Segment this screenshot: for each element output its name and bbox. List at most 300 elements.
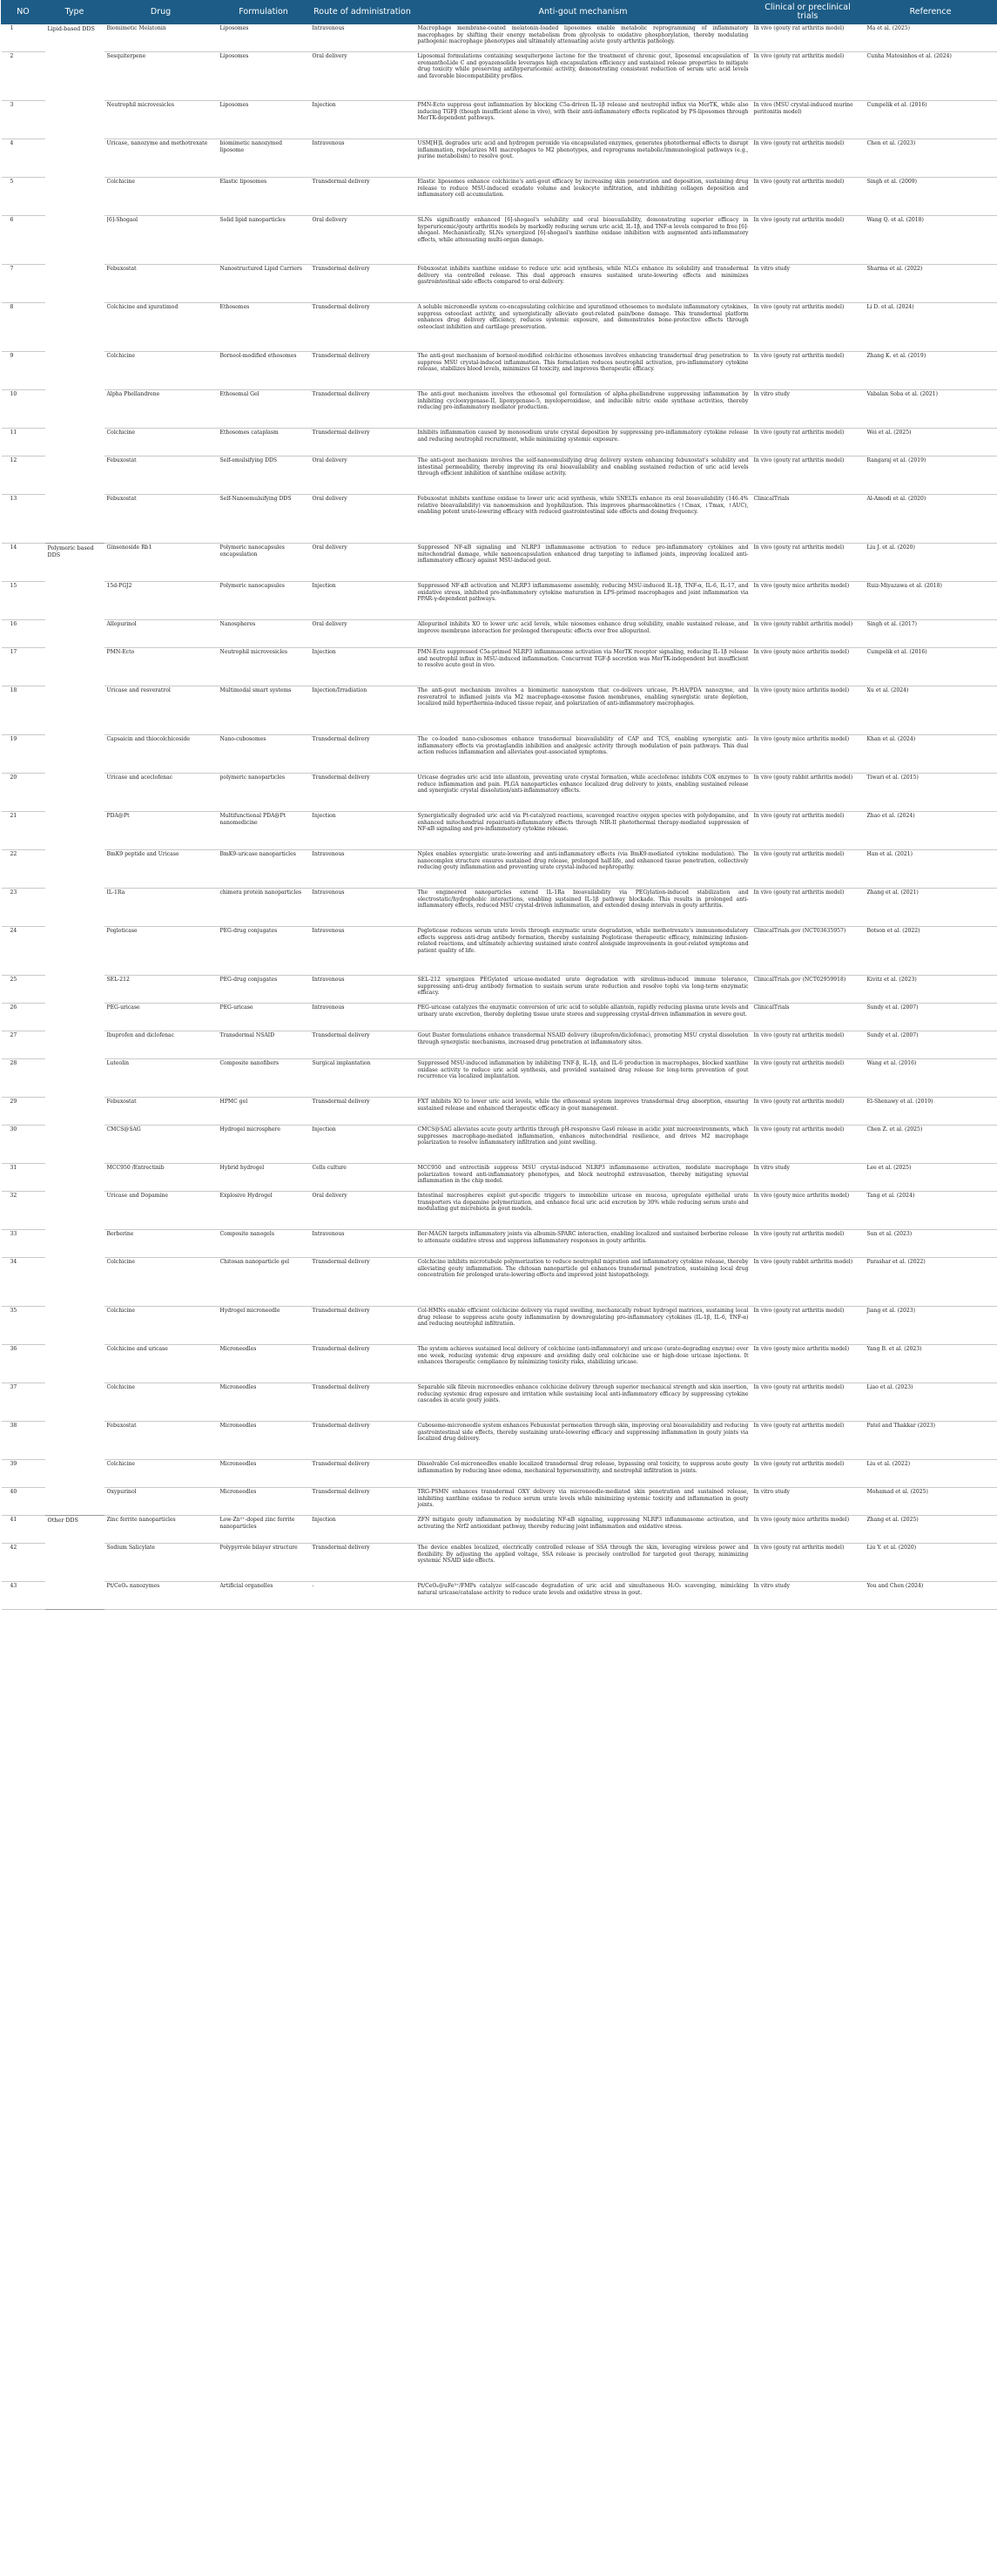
cell-trial: In vitro study (751, 1164, 865, 1192)
cell-trial: ClinicalTrials.gov (NCT03635957) (751, 927, 865, 976)
cell-trial: In vivo (gouty rat arthritis model) (751, 1059, 865, 1098)
cell-route: Transdermal delivery (310, 265, 415, 303)
table-row (2, 1004, 997, 1031)
table-row (2, 495, 997, 544)
cell-drug: Febuxostat (104, 1098, 218, 1126)
cell-mechanism: Febuxostat inhibits xanthine oxidase to reduce uric acid synthesis, while NLCs enhance its solubility and transdermal delivery via controlled release. This dual approach ensures sustained urate-lowering effects and minimizes gastrointestinal side effects compared to oral delivery. (415, 265, 751, 303)
cell-formulation: Transdermal NSAID (218, 1031, 310, 1059)
table-row (2, 927, 997, 976)
cell-no: 39 (2, 1460, 45, 1488)
cell-mechanism: The anti-gout mechanism involves the self-nanoemulsifying drug delivery system enhancing febuxostat's solubility and intestinal permeability, thereby improving its oral bioavailability and enabling sustained reduction of uric acid levels through efficient inhibition of xanthine oxidase activity. (415, 456, 751, 495)
cell-trial: In vivo (gouty rabbit arthritis model) (751, 774, 865, 812)
cell-mechanism: Separable silk fibroin microneedles enhance colchicine delivery through superior mechanical strength and skin insertion, reducing systemic drug exposure and irritation while sustaining local anti-inflammatory efficacy by suppressing cytokine cascades in acute gouty joints. (415, 1383, 751, 1422)
cell-ref: Singh et al. (2009) (865, 178, 997, 216)
cell-route: Transdermal delivery (310, 735, 415, 774)
cell-route: Transdermal delivery (310, 1031, 415, 1059)
cell-mechanism: Elastic liposomes enhance colchicine's anti-gout efficacy by increasing skin penetration and deposition, sustaining drug release to reduce MSU-induced exudate volume and leukocyte infiltration, and inhibiting collagen deposition and inflammatory cell accumulation. (415, 178, 751, 216)
cell-trial: In vivo (gouty rat arthritis model) (751, 1383, 865, 1422)
cell-ref: Patel and Thakkar (2023) (865, 1422, 997, 1460)
cell-ref: Zhang K. et al. (2019) (865, 352, 997, 390)
cell-drug: Uricase and Dopamine (104, 1192, 218, 1230)
cell-formulation: polymeric nanoparticles (218, 774, 310, 812)
cell-route: Transdermal delivery (310, 1544, 415, 1582)
table-row (2, 1230, 997, 1258)
table-row (2, 456, 997, 495)
cell-mechanism: The engineered nanoparticles extend IL-1Ra bioavailability via PEGylation-induced stabilization and electrostatic/hydrophobic interactions, enabling sustained IL-1β pathway blockade. This results in prolonged anti-inflammatory effects, reduced MSU crystal-driven inflammation, and extended dosing intervals in gouty arthritis. (415, 889, 751, 927)
cell-formulation: Self-Nanoemulsifying DDS (218, 495, 310, 544)
table-row (2, 1126, 997, 1164)
cell-route: Transdermal delivery (310, 178, 415, 216)
table-row (2, 352, 997, 390)
cell-mechanism: Ber-MAGN targets inflammatory joints via albumin-SPARC interaction, enabling localized and sustained berberine release to attenuate oxidative stress and suppress inflammatory responses in gouty arthritis. (415, 1230, 751, 1258)
cell-trial: In vivo (gouty rat arthritis model) (751, 216, 865, 265)
cell-mechanism: Uricase degrades uric acid into allantoin, preventing urate crystal formation, while aceclofenac inhibits COX enzymes to reduce inflammation and pain. PLGA nanoparticles enhance localized drug delivery to joints, enabling sustained release and synergistic crystal dissolution/anti-inflammatory effects. (415, 774, 751, 812)
cell-type-group: Other DDS (45, 1516, 104, 1610)
cell-route: Injection (310, 648, 415, 686)
cell-drug: SEL-212 (104, 976, 218, 1004)
cell-drug: Luteolin (104, 1059, 218, 1098)
cell-ref: Sharma et al. (2022) (865, 265, 997, 303)
cell-ref: Cunha Matosinhos et al. (2024) (865, 52, 997, 101)
cell-mechanism: The anti-gout mechanism involves a biomimetic nanosystem that co-delivers uricase, Pt-HA/PDA nanozyme, and resveratrol to inflamed joints via M2 macrophage-exosome fusion membranes, enabling synergistic urate depletion, localized mild hyperthermia-induced tissue repair, and polarization of anti-inflammatory macrophages. (415, 686, 751, 735)
cell-route: Injection (310, 101, 415, 139)
cell-route: Transdermal delivery (310, 1422, 415, 1460)
table-row (2, 1164, 997, 1192)
cell-mechanism: Cubosome-microneedle system enhances Febuxostat permeation through skin, improving oral bioavailability and reducing gastrointestinal side effects, thereby sustaining urate-lowering efficacy and suppressing inflammation in gouty joints via localized drug delivery. (415, 1422, 751, 1460)
table-row (2, 1258, 997, 1307)
cell-route: Oral delivery (310, 495, 415, 544)
cell-trial: In vivo (gouty rat arthritis model) (751, 303, 865, 352)
cell-route: Oral delivery (310, 620, 415, 648)
cell-no: 33 (2, 1230, 45, 1258)
cell-no: 24 (2, 927, 45, 976)
cell-trial: ClinicalTrials (751, 495, 865, 544)
cell-mechanism: The system achieves sustained local delivery of colchicine (anti-inflammatory) and uricase (urate-degrading enzyme) over one week, reducing systemic drug exposure and avoiding daily oral colchicine use or high-dose uricase injections. It enhances therapeutic compliance by minimizing toxicity risks, stabilizing uricase. (415, 1345, 751, 1383)
cell-no: 6 (2, 216, 45, 265)
cell-ref: Han et al. (2021) (865, 850, 997, 889)
cell-ref: You and Chen (2024) (865, 1582, 997, 1610)
cell-trial: In vitro study (751, 1582, 865, 1610)
cell-type-group: Polymeric based DDS (45, 544, 104, 1516)
cell-no: 17 (2, 648, 45, 686)
cell-trial: In vitro study (751, 265, 865, 303)
cell-ref: Singh et al. (2017) (865, 620, 997, 648)
cell-formulation: HPMC gel (218, 1098, 310, 1126)
cell-no: 13 (2, 495, 45, 544)
cell-mechanism: Febuxostat inhibits xanthine oxidase to lower uric acid synthesis, while SNELTs enhance its oral bioavailability (146.4% relative bioavailability) via nanoemulsion and lyophilization. This improves pharmacokinetics (↑Cmax, ↓Tmax, ↑AUC), enabling potent urate-lowering efficacy with reduced gastrointestinal side effects and dosing frequency. (415, 495, 751, 544)
cell-ref: Wei et al. (2025) (865, 429, 997, 456)
table-row (2, 216, 997, 265)
cell-ref: Wang Q. et al. (2018) (865, 216, 997, 265)
cell-no: 31 (2, 1164, 45, 1192)
cell-route: Injection/Irradiation (310, 686, 415, 735)
cell-trial: In vivo (gouty rat arthritis model) (751, 1544, 865, 1582)
cell-ref: Kivitz et al. (2023) (865, 976, 997, 1004)
cell-drug: PEG-uricase (104, 1004, 218, 1031)
table-row (2, 1192, 997, 1230)
cell-drug: Uricase, nanozyme and methotrexate (104, 139, 218, 178)
cell-mechanism: The device enables localized, electrically controlled release of SSA through the skin, leveraging wireless power and flexibility. By adjusting the applied voltage, SSA release is precisely controlled for targeted gout therapy, minimizing systemic NSAID side effects. (415, 1544, 751, 1582)
table-row (2, 1516, 997, 1544)
cell-drug: Colchicine (104, 429, 218, 456)
cell-route: Surgical implantation (310, 1059, 415, 1098)
cell-mechanism: Macrophage membrane-coated melatonin-loaded liposomes enable metabolic reprogramming of inflammatory macrophages by shifting their energy metabolism from glycolysis to oxidative phosphorylation, thereby modulating pathogenic macrophage phenotypes and ultimately attenuating acute gouty arthritis pathology. (415, 24, 751, 52)
cell-route: Intravenous (310, 139, 415, 178)
cell-ref: Sun et al. (2023) (865, 1230, 997, 1258)
table-row (2, 1031, 997, 1059)
cell-mechanism: PMN-Ecto suppress gout inflammation by blocking C5a-driven IL-1β release and neutrophil influx via MerTK, while also inducing TGFβ (though insufficient alone in vivo), with their anti-inflammatory effects replicated by PS-liposomes through MerTK-dependent pathways. (415, 101, 751, 139)
cell-route: Injection (310, 812, 415, 850)
cell-route: Transdermal delivery (310, 1345, 415, 1383)
cell-ref: Al-Amodi et al. (2020) (865, 495, 997, 544)
table-row (2, 1059, 997, 1098)
cell-formulation: Nanospheres (218, 620, 310, 648)
table-row (2, 52, 997, 101)
table-header-row (2, 1, 997, 24)
table-row (2, 390, 997, 429)
cell-ref: Sundy et al. (2007) (865, 1004, 997, 1031)
cell-route: Transdermal delivery (310, 1383, 415, 1422)
cell-route: Intravenous (310, 976, 415, 1004)
cell-route: Transdermal delivery (310, 774, 415, 812)
cell-route: Intravenous (310, 889, 415, 927)
cell-mechanism: Dissolvable Col-microneedles enable localized transdermal drug release, bypassing oral toxicity, to suppress acute gouty inflammation by reducing knee edema, mechanical hypersensitivity, and neutrophil infiltration in joints. (415, 1460, 751, 1488)
cell-no: 42 (2, 1544, 45, 1582)
cell-route: Intravenous (310, 24, 415, 52)
table-row (2, 139, 997, 178)
cell-route: Transdermal delivery (310, 303, 415, 352)
cell-route: Injection (310, 1126, 415, 1164)
cell-trial: In vivo (gouty rat arthritis model) (751, 1098, 865, 1126)
cell-trial: In vivo (gouty rat arthritis model) (751, 456, 865, 495)
cell-route: Intravenous (310, 1004, 415, 1031)
cell-route: Transdermal delivery (310, 1258, 415, 1307)
cell-ref: Chen et al. (2023) (865, 139, 997, 178)
cell-drug: 15d-PGJ2 (104, 582, 218, 620)
cell-formulation: Ethosomes (218, 303, 310, 352)
cell-formulation: BmK9-uricase nanoparticles (218, 850, 310, 889)
cell-trial: In vivo (gouty mice arthritis model) (751, 686, 865, 735)
cell-no: 35 (2, 1307, 45, 1345)
cell-route: Transdermal delivery (310, 1488, 415, 1516)
cell-route: Transdermal delivery (310, 429, 415, 456)
table-row (2, 735, 997, 774)
cell-ref: Zhang et al. (2021) (865, 889, 997, 927)
cell-mechanism: FXT inhibits XO to lower uric acid levels, while the ethosomal system improves transdermal drug absorption, ensuring sustained release and enhanced therapeutic efficacy in gout management. (415, 1098, 751, 1126)
table-row (2, 812, 997, 850)
cell-drug: PMN-Ecto (104, 648, 218, 686)
cell-route: Intravenous (310, 1230, 415, 1258)
cell-drug: Colchicine (104, 352, 218, 390)
cell-trial: In vivo (gouty rat arthritis model) (751, 1422, 865, 1460)
cell-drug: Ginsenoside Rb1 (104, 544, 218, 582)
cell-trial: In vitro study (751, 1488, 865, 1516)
cell-route: Intravenous (310, 850, 415, 889)
cell-mechanism: The co-loaded nano-cubosomes enhance transdermal bioavailability of CAP and TCS, enabling synergistic anti-inflammatory effects via prostaglandin inhibition and analgesic activity through modulation of pain pathways. This dual action reduces inflammation and alleviates gout-associated symptoms. (415, 735, 751, 774)
cell-ref: Parashar et al. (2022) (865, 1258, 997, 1307)
cell-ref: El-Shenawy et al. (2019) (865, 1098, 997, 1126)
cell-ref: Rangaraj et al. (2019) (865, 456, 997, 495)
cell-formulation: PEG-drug conjugates (218, 927, 310, 976)
header-no: NO (2, 1, 45, 24)
cell-formulation: Composite nanofibers (218, 1059, 310, 1098)
table-row (2, 620, 997, 648)
cell-ref: Khan et al. (2024) (865, 735, 997, 774)
cell-ref: Wang et al. (2016) (865, 1059, 997, 1098)
cell-route: - (310, 1582, 415, 1610)
cell-formulation: Ethosomes cataplasm (218, 429, 310, 456)
cell-ref: Li D. et al. (2024) (865, 303, 997, 352)
cell-formulation: Hydrogel microsphere (218, 1126, 310, 1164)
header-drug: Drug (104, 1, 218, 24)
cell-drug: Capsaicin and thiocolchicoside (104, 735, 218, 774)
cell-route: Transdermal delivery (310, 352, 415, 390)
cell-mechanism: A soluble microneedle system co-encapsulating colchicine and iguratimod ethosomes to modulate inflammatory cytokines, suppress osteoclast activity, and synergistically alleviate gout-related pain/bone damage. This transdermal platform enhances drug delivery efficiency, reduces systemic exposure, and demonstrates bone-protective effects through osteoclast inhibition and cartilage preservation. (415, 303, 751, 352)
cell-trial: In vivo (gouty rat arthritis model) (751, 1230, 865, 1258)
cell-trial: In vivo (gouty rat arthritis model) (751, 139, 865, 178)
cell-ref: Zhang et al. (2025) (865, 1516, 997, 1544)
cell-no: 22 (2, 850, 45, 889)
cell-no: 21 (2, 812, 45, 850)
cell-route: Oral delivery (310, 52, 415, 101)
cell-route: Injection (310, 1516, 415, 1544)
cell-trial: In vivo (gouty rat arthritis model) (751, 1126, 865, 1164)
cell-drug: Febuxostat (104, 495, 218, 544)
cell-ref: Vabalan Soba et al. (2021) (865, 390, 997, 429)
cell-formulation: Polymeric nanocapsules (218, 582, 310, 620)
cell-formulation: Polypyrrole bilayer structure (218, 1544, 310, 1582)
cell-drug: Uricase and aceclofenac (104, 774, 218, 812)
cell-ref: Liu Y. et al. (2020) (865, 1544, 997, 1582)
cell-trial: In vivo (gouty rat arthritis model) (751, 352, 865, 390)
header-mechanism: Anti-gout mechanism (415, 1, 751, 24)
cell-trial: In vivo (gouty rat arthritis model) (751, 429, 865, 456)
cell-drug: BmK9 peptide and Uricase (104, 850, 218, 889)
cell-type-group: Lipid-based DDS (45, 24, 104, 544)
cell-mechanism: MCC950 and entrectinib suppress MSU crystal-induced NLRP3 inflammasome activation, modulate macrophage polarization toward anti-inflammatory phenotypes, and block neutrophil extravasation, thereby mitigating synovial inflammation in the chip model. (415, 1164, 751, 1192)
cell-no: 15 (2, 582, 45, 620)
cell-mechanism: Nplex enables synergistic urate-lowering and anti-inflammatory effects (via BmK9-mediated cytokine modulation). The nanocomplex structure ensures sustained drug release, prolonged half-life, and enhanced tissue penetration, collectively reducing gouty inflammation and preventing urate crystal-induced nephropathy. (415, 850, 751, 889)
cell-mechanism: Suppressed MSU-induced inflammation by inhibiting TNF-β, IL-1β, and IL-6 production in macrophages, blocked xanthine oxidase activity to reduce uric acid synthesis, and provided sustained drug release for long-term prevention of gout recurrence via localized implantation. (415, 1059, 751, 1098)
cell-mechanism: PMN-Ecto suppressed C5a-primed NLRP3 inflammasome activation via MerTK receptor signaling, reducing IL-1β release and neutrophil influx in MSU-induced inflammation. Concurrent TGF-β secretion was MerTK-independent but insufficient to resolve acute gout in vivo. (415, 648, 751, 686)
cell-drug: Colchicine (104, 1383, 218, 1422)
cell-trial: In vivo (gouty rat arthritis model) (751, 1031, 865, 1059)
cell-drug: Biomimetic Melatonin (104, 24, 218, 52)
cell-trial: In vivo (gouty mice arthritis model) (751, 582, 865, 620)
cell-mechanism: Suppressed NF-κB activation and NLRP3 inflammasome assembly, reducing MSU-induced IL-1β, TNF-α, IL-6, IL-17, and oxidative stress, inhibited pro-inflammatory cytokine maturation in LPS-primed macrophages and joint inflammation via PPAR-γ-dependent pathways. (415, 582, 751, 620)
cell-trial: In vivo (gouty rat arthritis model) (751, 812, 865, 850)
cell-drug: Pegloticase (104, 927, 218, 976)
cell-mechanism: CMCS@SAG alleviates acute gouty arthritis through pH-responsive Gas6 release in acidic joint microenvironments, which suppresses macrophage-mediated inflammation, enhances mitochondrial resilience, and drives M2 macrophage polarization to resolve inflammatory infiltration and joint swelling. (415, 1126, 751, 1164)
cell-drug: Alpha Phellandrene (104, 390, 218, 429)
cell-no: 7 (2, 265, 45, 303)
cell-formulation: PEG-uricase (218, 1004, 310, 1031)
cell-no: 27 (2, 1031, 45, 1059)
cell-mechanism: Pt/CeOₓ@uFe³⁺/FMPs catalyze self-cascade degradation of uric acid and simultaneous H₂O₂ scavenging, mimicking natural uricase/catalase activity to reduce urate levels and oxidative stress in gout. (415, 1582, 751, 1610)
cell-drug: IL-1Ra (104, 889, 218, 927)
cell-ref: Botson et al. (2022) (865, 927, 997, 976)
cell-no: 37 (2, 1383, 45, 1422)
cell-drug: Colchicine (104, 1460, 218, 1488)
cell-drug: Febuxostat (104, 1422, 218, 1460)
cell-mechanism: Colchicine inhibits microtubule polymerization to reduce neutrophil migration and inflammatory cytokine release, thereby alleviating gouty inflammation. The chitosan nanoparticle gel enhances transdermal penetration, sustaining local drug concentration for prolonged urate-lowering effects and improved joint histopathology. (415, 1258, 751, 1307)
cell-trial: ClinicalTrials (751, 1004, 865, 1031)
cell-no: 10 (2, 390, 45, 429)
cell-no: 28 (2, 1059, 45, 1098)
table-row (2, 24, 997, 52)
cell-formulation: Microneedles (218, 1488, 310, 1516)
cell-trial: In vivo (MSU crystal-induced murine peritonitis model) (751, 101, 865, 139)
cell-drug: Zinc ferrite nanoparticles (104, 1516, 218, 1544)
cell-trial: In vivo (gouty rat arthritis model) (751, 850, 865, 889)
cell-mechanism: SLNs significantly enhanced [6]-shogaol's solubility and oral bioavailability, demonstrating superior efficacy in hyperuricemic/gouty arthritis models by markedly reducing serum uric acid, IL-1β, and TNF-α levels compared to free [6]-shogaol. Mechanistically, SLNs synergized [6]-shogaol's xanthine oxidase inhibition with augmented anti-inflammatory effects, while attenuating multi-organ damage. (415, 216, 751, 265)
cell-ref: Cumpelik et al. (2016) (865, 648, 997, 686)
cell-drug: Berberine (104, 1230, 218, 1258)
table-row (2, 850, 997, 889)
cell-no: 34 (2, 1258, 45, 1307)
table-row (2, 582, 997, 620)
cell-ref: Sundy et al. (2007) (865, 1031, 997, 1059)
cell-formulation: Microneedles (218, 1460, 310, 1488)
drug-delivery-systems-table (1, 0, 997, 1610)
cell-formulation: Polymeric nanocapsules encapsulation (218, 544, 310, 582)
cell-mechanism: USM[H]L degrades uric acid and hydrogen peroxide via encapsulated enzymes, generates photothermal effects to disrupt inflammation, repolarizes M1 macrophages to M2 phenotypes, and reprograms metabolic/immunological pathways (e.g., purine metabolism) to resolve gout. (415, 139, 751, 178)
table-row (2, 303, 997, 352)
table-row (2, 178, 997, 216)
cell-drug: Colchicine (104, 1258, 218, 1307)
cell-no: 43 (2, 1582, 45, 1610)
table-row (2, 648, 997, 686)
cell-route: Transdermal delivery (310, 1307, 415, 1345)
cell-ref: Jiang et al. (2023) (865, 1307, 997, 1345)
cell-route: Oral delivery (310, 1192, 415, 1230)
cell-mechanism: Pegloticase reduces serum urate levels through enzymatic urate degradation, while methotrexate's immunomodulatory effects suppress anti-drug antibody formation, thereby sustaining Pegloticase therapeutic efficacy, minimizing infusion-related reactions, and ultimately achieving sustained urate control alongside improvements in gout-related symptoms and patient quality of life. (415, 927, 751, 976)
table-row (2, 1345, 997, 1383)
cell-drug: [6]-Shogaol (104, 216, 218, 265)
cell-route: Oral delivery (310, 456, 415, 495)
cell-formulation: Microneedles (218, 1345, 310, 1383)
cell-route: Oral delivery (310, 544, 415, 582)
cell-drug: Pt/CeOₓ nanozymes (104, 1582, 218, 1610)
cell-route: Transdermal delivery (310, 390, 415, 429)
cell-ref: Tiwari et al. (2015) (865, 774, 997, 812)
cell-route: Intravenous (310, 927, 415, 976)
cell-trial: In vivo (gouty rabbit arthritis model) (751, 620, 865, 648)
cell-no: 23 (2, 889, 45, 927)
cell-no: 19 (2, 735, 45, 774)
cell-mechanism: Allopurinol inhibits XO to lower uric acid levels, while niosomes enhance drug solubility, enable sustained release, and improve membrane interaction for prolonged therapeutic effects over free allopurinol. (415, 620, 751, 648)
cell-mechanism: Inhibits inflammation caused by monosodium urate crystal deposition by suppressing pro-inflammatory cytokine release and reducing neutrophil recruitment, while minimizing systemic exposure. (415, 429, 751, 456)
cell-trial: In vitro study (751, 390, 865, 429)
table-row (2, 1582, 997, 1610)
cell-drug: Colchicine (104, 178, 218, 216)
cell-ref: Xu et al. (2024) (865, 686, 997, 735)
cell-formulation: Chitosan nanoparticle gel (218, 1258, 310, 1307)
cell-no: 40 (2, 1488, 45, 1516)
cell-formulation: Solid lipid nanoparticles (218, 216, 310, 265)
cell-trial: In vivo (gouty mice arthritis model) (751, 1516, 865, 1544)
cell-drug: Allopurinol (104, 620, 218, 648)
cell-route: Transdermal delivery (310, 1098, 415, 1126)
cell-mechanism: Liposomal formulations containing sesquiterpene lactone for the treatment of chronic gout, liposomal encapsulation of eremanthoLide C and goyazensolide leverages high encapsulation efficiency and sustained release properties to mitigate drug toxicity while preserving antihyperuricemic activity, demonstrating consistent reduction of serum uric acid levels and favorable biocompatibility profiles. (415, 52, 751, 101)
cell-no: 18 (2, 686, 45, 735)
cell-trial: In vivo (gouty mice arthritis model) (751, 1345, 865, 1383)
cell-trial: In vivo (gouty mice arthritis model) (751, 735, 865, 774)
cell-formulation: Liposomes (218, 101, 310, 139)
cell-mechanism: ZFN mitigate gouty inflammation by modulating NF-κB signaling, suppressing NLRP3 inflammasome activation, and activating the Nrf2 antioxidant pathway, thereby reducing joint inflammation and oxidative stress. (415, 1516, 751, 1544)
cell-mechanism: Synergistically degraded uric acid via Pt-catalyzed reactions, scavenged reactive oxygen species with polydopamine, and enhanced mitochondrial repair/anti-inflammatory effects through NIR-II photothermal therapy-mediated suppression of NF-κB signaling and pro-inflammatory cytokine release. (415, 812, 751, 850)
cell-drug: Colchicine (104, 1307, 218, 1345)
cell-trial: In vivo (gouty rat arthritis model) (751, 544, 865, 582)
cell-ref: Mohamad et al. (2025) (865, 1488, 997, 1516)
cell-no: 3 (2, 101, 45, 139)
cell-ref: Lee et al. (2025) (865, 1164, 997, 1192)
cell-ref: Ma et al. (2025) (865, 24, 997, 52)
table-row (2, 976, 997, 1004)
cell-drug: Uricase and resveratrol (104, 686, 218, 735)
header-reference: Reference (865, 1, 997, 24)
table-row (2, 774, 997, 812)
cell-route: Cells culture (310, 1164, 415, 1192)
cell-mechanism: PEG-uricase catalyzes the enzymatic conversion of uric acid to soluble allantoin, rapidly reducing plasma urate levels and urinary urate excretion, thereby depleting tissue urate stores and suppressing crystal-driven inflammation in severe gout. (415, 1004, 751, 1031)
cell-no: 9 (2, 352, 45, 390)
cell-drug: Febuxostat (104, 265, 218, 303)
cell-ref: Ruiz-Miyazawa et al. (2018) (865, 582, 997, 620)
cell-no: 8 (2, 303, 45, 352)
cell-formulation: Explosive Hydrogel (218, 1192, 310, 1230)
cell-no: 5 (2, 178, 45, 216)
cell-trial: In vivo (gouty mice arthritis model) (751, 1192, 865, 1230)
cell-formulation: Neutrophil microvesicles (218, 648, 310, 686)
cell-formulation: Nanostructured Lipid Carriers (218, 265, 310, 303)
table-row (2, 1098, 997, 1126)
table-row (2, 686, 997, 735)
header-type: Type (45, 1, 104, 24)
cell-trial: In vivo (gouty rabbit arthritis model) (751, 1258, 865, 1307)
cell-formulation: Hydrogel microneedle (218, 1307, 310, 1345)
cell-formulation: Microneedles (218, 1383, 310, 1422)
cell-no: 16 (2, 620, 45, 648)
cell-formulation: Hybrid hydrogel (218, 1164, 310, 1192)
header-formulation: Formulation (218, 1, 310, 24)
cell-drug: CMCS@SAG (104, 1126, 218, 1164)
cell-formulation: Multifunctional PDA@Pt nanomedicine (218, 812, 310, 850)
cell-formulation: Liposomes (218, 24, 310, 52)
table-row (2, 1422, 997, 1460)
cell-formulation: PEG-drug conjugates (218, 976, 310, 1004)
table-row (2, 1307, 997, 1345)
cell-trial: In vivo (gouty rat arthritis model) (751, 52, 865, 101)
cell-trial: In vivo (gouty rat arthritis model) (751, 178, 865, 216)
cell-no: 2 (2, 52, 45, 101)
cell-formulation: Liposomes (218, 52, 310, 101)
cell-drug: PDA@Pt (104, 812, 218, 850)
cell-formulation: Ethosomal Gel (218, 390, 310, 429)
cell-formulation: Artificial organelles (218, 1582, 310, 1610)
cell-trial: In vivo (gouty mice arthritis model) (751, 648, 865, 686)
cell-drug: Febuxostat (104, 456, 218, 495)
cell-ref: Zhao et al. (2024) (865, 812, 997, 850)
cell-trial: In vivo (gouty rat arthritis model) (751, 1460, 865, 1488)
table-row (2, 1488, 997, 1516)
cell-route: Injection (310, 582, 415, 620)
table-body (2, 24, 997, 1610)
cell-formulation: Microneedles (218, 1422, 310, 1460)
cell-formulation: Composite nanogels (218, 1230, 310, 1258)
cell-no: 25 (2, 976, 45, 1004)
cell-trial: In vivo (gouty rat arthritis model) (751, 1307, 865, 1345)
cell-route: Transdermal delivery (310, 1460, 415, 1488)
